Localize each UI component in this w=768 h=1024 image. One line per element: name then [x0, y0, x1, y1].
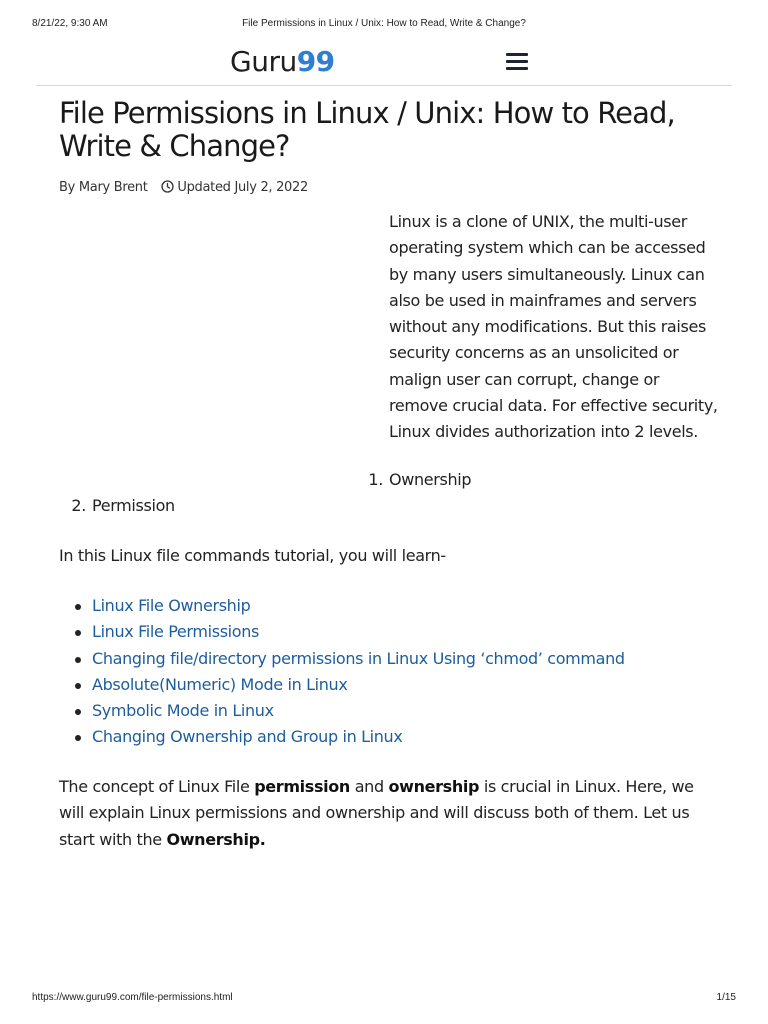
- concept-text: and: [349, 777, 389, 796]
- toc-item: [59, 593, 625, 619]
- logo-text: Guru: [230, 45, 297, 78]
- print-doc-title: File Permissions in Linux / Unix: How to Read, Write & Change?: [242, 18, 526, 29]
- concept-bold: permission: [254, 777, 350, 796]
- byline: [59, 180, 308, 197]
- toc-link[interactable]: Linux File Ownership: [92, 596, 251, 615]
- level-number: 1.: [368, 470, 383, 489]
- level-item: [365, 470, 471, 489]
- toc-link[interactable]: Changing file/directory permissions in Linux Using ‘chmod’ command: [92, 648, 625, 668]
- concept-text: The concept of Linux File: [59, 777, 255, 796]
- concept-bold: Ownership.: [166, 829, 266, 849]
- toc-item: [59, 646, 625, 672]
- print-url: https://www.guru99.com/file-permissions.html: [32, 992, 233, 1003]
- intro-paragraph: Linux is a clone of UNIX, the multi-user operating system which can be accessed by many users simultaneously. Linux can also be used in mainframes and servers without any modifications. But this raises security concerns as an unsolicited or malign user can corrupt, change or remove crucial data. For effective security, Linux divides authorization into 2 levels.: [389, 212, 718, 442]
- toc-item: [59, 672, 625, 698]
- toc-item: [59, 619, 625, 645]
- toc-link[interactable]: Absolute(Numeric) Mode in Linux: [92, 674, 348, 694]
- hamburger-menu-icon[interactable]: [506, 51, 530, 71]
- clock-icon: [161, 180, 174, 197]
- print-date: 8/21/22, 9:30 AM: [32, 18, 108, 29]
- toc-item: [59, 698, 625, 724]
- page-title: File Permissions in Linux / Unix: How to Read, Write & Change?: [59, 96, 675, 163]
- toc-item: [59, 724, 625, 750]
- logo-number: 99: [296, 45, 335, 78]
- level-number: 2.: [71, 496, 86, 515]
- page-number: 1/15: [716, 992, 736, 1003]
- concept-text: is crucial in Linux. Here, we will explain Linux permissions and ownership and will discuss both of them. Let us start with the: [59, 777, 694, 849]
- author-name[interactable]: Mary Brent: [78, 180, 148, 195]
- toc-link[interactable]: Symbolic Mode in Linux: [92, 701, 274, 721]
- concept-bold: ownership: [388, 777, 480, 796]
- level-item: [68, 496, 175, 515]
- toc-link[interactable]: Linux File Permissions: [92, 622, 259, 642]
- table-of-contents: [59, 593, 625, 751]
- learn-intro: In this Linux file commands tutorial, you will learn-: [59, 546, 446, 565]
- concept-paragraph: [59, 774, 719, 853]
- site-logo[interactable]: [230, 45, 335, 78]
- level-label: Permission: [92, 496, 175, 515]
- updated-date: Updated July 2, 2022: [177, 180, 308, 195]
- byline-prefix: By: [59, 180, 76, 195]
- toc-link[interactable]: Changing Ownership and Group in Linux: [92, 727, 403, 747]
- level-label: Ownership: [389, 470, 472, 489]
- site-header: [36, 40, 732, 86]
